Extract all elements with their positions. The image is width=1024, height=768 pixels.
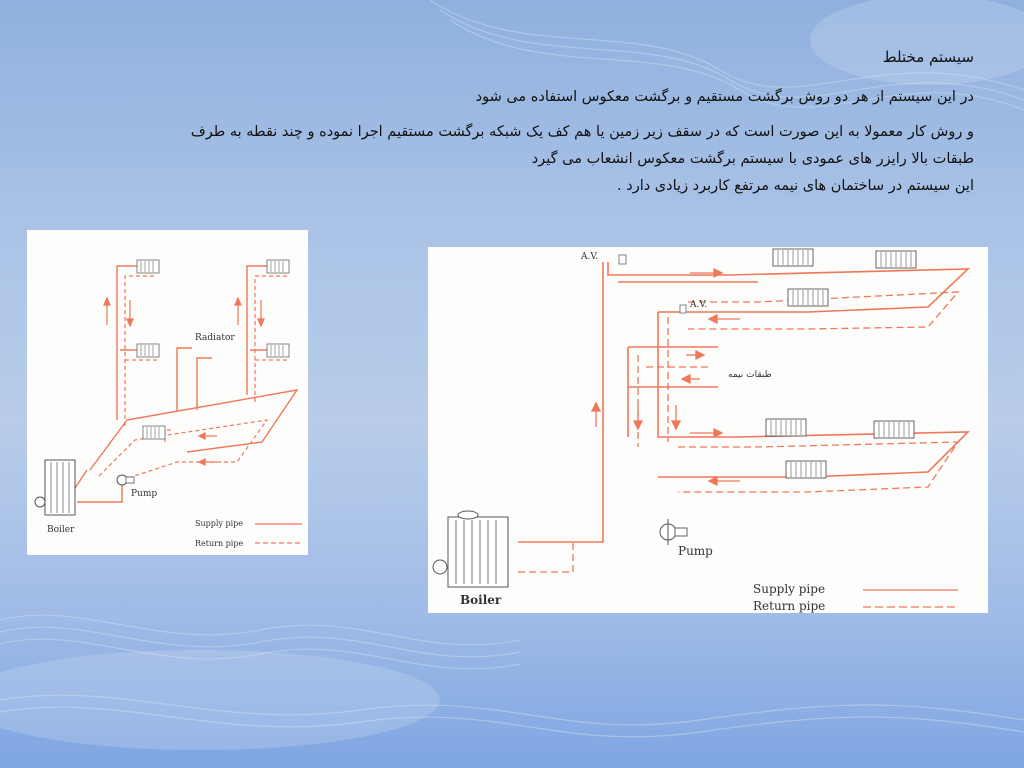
pump-label: Pump [131, 489, 158, 499]
floors-label: طبقات نیمه [728, 370, 772, 380]
legend-return-label: Return pipe [753, 599, 826, 613]
legend-supply-label: Supply pipe [753, 582, 826, 596]
legend-supply-label: Supply pipe [195, 519, 244, 528]
pump-label: Pump [678, 544, 713, 558]
boiler-label: Boiler [47, 525, 75, 535]
paragraph-1: در این سیستم از هر دو روش برگشت مستقیم و برگشت معکوس استفاده می شود [475, 89, 974, 105]
pump-icon [660, 519, 687, 545]
boiler-label: Boiler [460, 593, 502, 607]
legend-return-label: Return pipe [195, 539, 244, 548]
slide-title: سیستم مختلط [882, 48, 974, 66]
slide-text [44, 48, 974, 200]
paragraph-2-line-2: طبقات بالا رایزر های عمودی با سیستم برگشت معکوس انشعاب می گیرد [531, 151, 974, 167]
radiator-label: Radiator [195, 333, 235, 343]
boiler-icon [35, 460, 75, 515]
paragraph-2-line-3: این سیستم در ساختمان های نیمه مرتفع کاربرد زیادی دارد . [617, 178, 974, 194]
paragraph-2-line-1: و روش کار معمولا به این صورت است که در سقف زیر زمین یا هم کف یک شبکه برگشت مستقیم اجرا نموده و چند نقطه به طرف [190, 124, 974, 140]
boiler-icon [433, 511, 508, 587]
air-vent-icon [619, 255, 686, 313]
mixed-system-diagram-small [27, 230, 308, 555]
av-top-label: A.V. [581, 252, 599, 262]
av-mid-label: A.V. [690, 300, 708, 310]
mixed-system-diagram-large [428, 247, 988, 613]
